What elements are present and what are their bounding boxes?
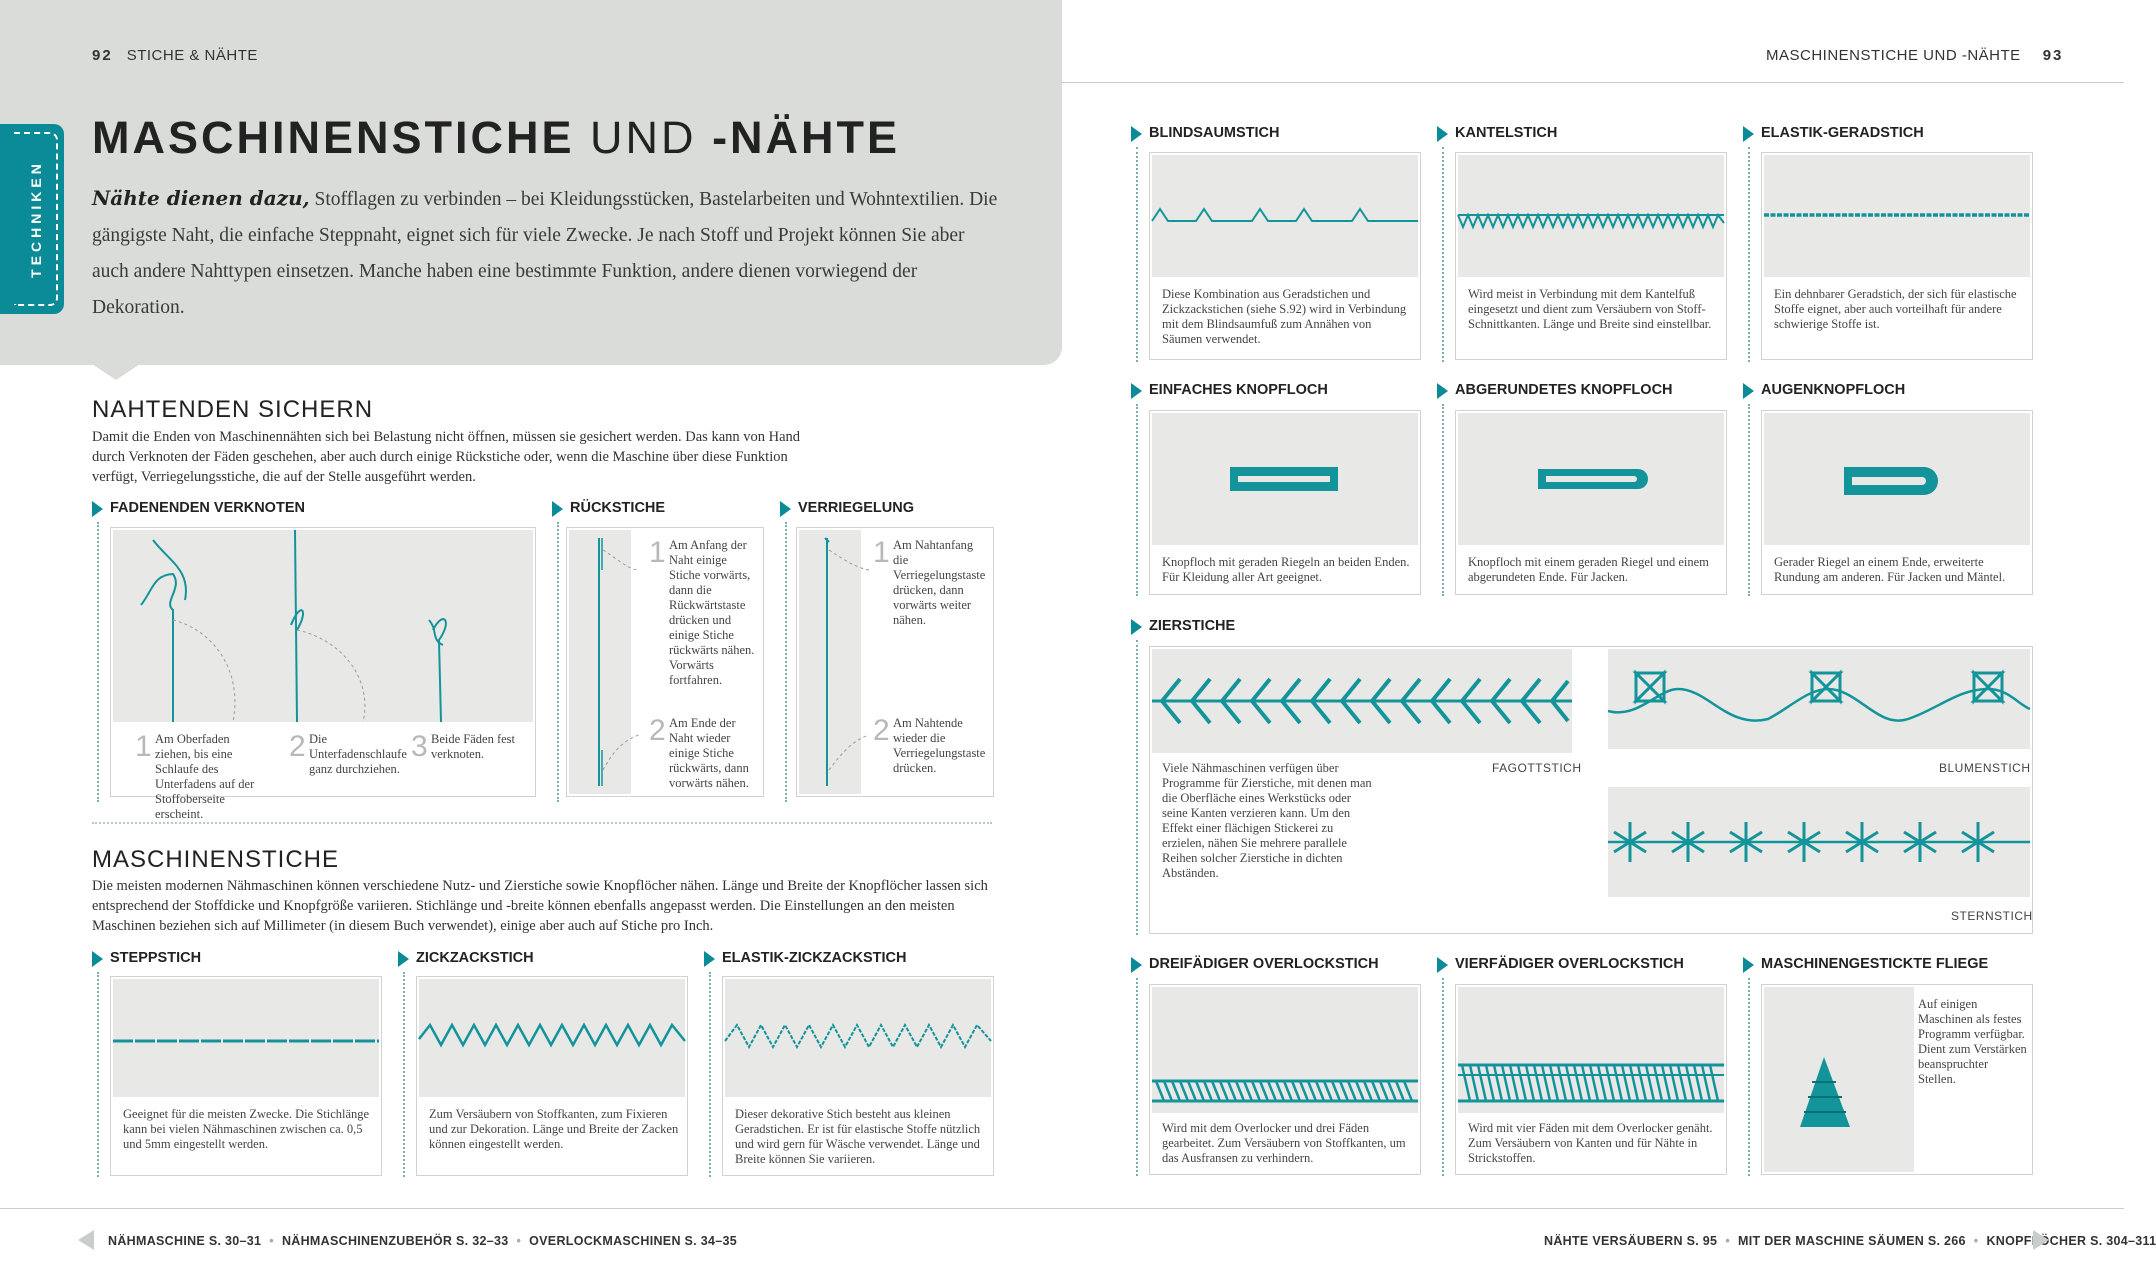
zierstiche-card [1149, 646, 2033, 934]
abgerundetes-knopfloch-text: Knopfloch mit einem geraden Riegel und einem abgerundeten Ende. Für Jacken. [1468, 555, 1709, 584]
verknoten-step-3-number: 3 [411, 730, 428, 763]
rueckstiche-photo [569, 530, 631, 794]
zickzackstich-photo [419, 979, 685, 1097]
kantelstich-label: KANTELSTICH [1437, 125, 1557, 141]
rueckstiche-step-1-number: 1 [649, 536, 666, 569]
verknoten-label: FADENENDEN VERKNOTEN [92, 500, 305, 516]
steppstich-text: Geeignet für die meisten Zwecke. Die Stichlänge kann bei vielen Nähmaschinen zwischen ca. 0,5 und 5mm eingestellt werden. [123, 1107, 370, 1151]
intro-text [92, 180, 1002, 326]
nahtenden-title: NAHTENDEN SICHERN [92, 396, 374, 423]
vierfaedig-text: Wird mit vier Fäden mit dem Overlocker genäht. Zum Versäubern von Kanten und für Nähte in Strickstoffen. [1468, 1121, 1713, 1165]
elastik-zickzack-card [722, 976, 994, 1176]
maschinenstiche-title: MASCHINENSTICHE [92, 846, 340, 873]
steppstich-card [110, 976, 382, 1176]
dreifaedig-photo [1152, 987, 1418, 1113]
footer-link-saeumen[interactable]: MIT DER MASCHINE SÄUMEN S. 266 [1738, 1234, 1966, 1248]
title-part-1: MASCHINENSTICHE [92, 112, 575, 163]
maschinenstiche-body: Die meisten modernen Nähmaschinen können verschiedene Nutz- und Zierstiche sowie Knopflöcher nähen. Länge und Breite der Knopflöcher lassen sich entsprechend der Stoffdicke und Knopfgröße variieren. Stichlänge und -breite können ebenfalls angepasst werden. Die Einstellungen an den meisten Maschinen beziehen sich auf Millimeter (in diesem Buch verwendet), einige aber auch auf Stiche pro Inch. [92, 878, 988, 934]
footer-link-zubehoer[interactable]: NÄHMASCHINENZUBEHÖR S. 32–33 [281, 1234, 509, 1248]
fliege-icon [1764, 987, 1914, 1172]
zickzackstich-text: Zum Versäubern von Stoffkanten, zum Fixieren und zur Dekoration. Länge und Breite der Zacken können eingestellt werden. [429, 1107, 679, 1151]
zickzackstich-icon [419, 979, 685, 1097]
elastik-zickzack-label: ELASTIK-ZICKZACKSTICH [704, 950, 906, 966]
dreifaedig-card [1149, 984, 1421, 1175]
abgerundetes-knopfloch-photo [1458, 413, 1724, 545]
left-page-number: 92 [92, 47, 113, 64]
kantelstich-card [1455, 152, 1727, 360]
nahtenden-body: Damit die Enden von Maschinennähten sich bei Belastung nicht öffnen, müssen sie gesichert werden. Das kann von Hand durch Verknoten der Fäden geschehen, aber auch durch einige Rückstiche oder, wenn die Maschine über diese Funktion verfügt, Verriegelungsstiche, die auf der Stelle ausgeführt werden. [92, 429, 801, 485]
footer-link-versaeubern[interactable]: NÄHTE VERSÄUBERN S. 95 [1544, 1234, 1718, 1248]
verriegelung-label: VERRIEGELUNG [780, 500, 914, 516]
abgerundetes-knopfloch-label: ABGERUNDETES KNOPFLOCH [1437, 382, 1673, 398]
blindsaumstich-label: BLINDSAUMSTICH [1131, 125, 1280, 141]
fagottstich-icon [1152, 649, 1572, 753]
abgerundetes-knopfloch-card [1455, 410, 1727, 595]
rueckstiche-step-1-text: Am Anfang der Naht einige Stiche vorwärts, dann die Rückwärtstaste drücken und einige Stiche rückwärts nähen. Vorwärts fortfahren. [669, 538, 755, 687]
intro-body: Stofflagen zu verbinden – bei Kleidungsstücken, Bastelarbeiten und Wohntextilien. Die gängigste Naht, die einfache Steppnaht, eignet sich für viele Zwecke. Je nach Stoff und Projekt können Sie aber auch andere Nahttypen einsetzen. Manche haben eine bestimmte Funktion, andere dienen vorwiegend der Dekoration. [92, 189, 998, 318]
kantelstich-text: Wird meist in Verbindung mit dem Kantelfuß eingesetzt und dient zum Versäubern von Stoff-Schnittkanten. Länge und Breite sind einstellbar. [1468, 287, 1712, 331]
augenknopfloch-card [1761, 410, 2033, 595]
einfaches-knopfloch-photo [1152, 413, 1418, 545]
verknoten-photo [113, 530, 533, 722]
blumenstich-label: BLUMENSTICH [1939, 761, 2031, 775]
footer-link-overlock[interactable]: OVERLOCKMASCHINEN S. 34–35 [529, 1234, 737, 1248]
verknoten-step-2-text: Die Unterfadenschlaufe ganz durchziehen. [309, 732, 407, 776]
abgerundetes-knopfloch-icon [1458, 413, 1724, 545]
fagottstich-label: FAGOTTSTICH [1492, 761, 1582, 775]
sternstich-icon [1608, 787, 2030, 897]
blumenstich-photo [1608, 649, 2030, 749]
sternstich-photo [1608, 787, 2030, 897]
blindsaumstich-text: Diese Kombination aus Geradstichen und Zickzackstichen (siehe S.92) wird in Verbindung mit dem Blindsaumfuß zum Annähen von Säumen verwendet. [1162, 287, 1407, 346]
verknoten-step-3-text: Beide Fäden fest verknoten. [431, 732, 516, 761]
rueckstiche-label: RÜCKSTICHE [552, 500, 665, 516]
side-tab-label: TECHNIKEN [28, 160, 44, 278]
intro-lead: Nähte dienen dazu, [92, 186, 310, 210]
blumenstich-icon [1608, 649, 2030, 749]
right-page-number: 93 [2042, 47, 2064, 64]
blindsaumstich-photo [1152, 155, 1418, 277]
verriegelung-card [796, 527, 994, 797]
sternstich-label: STERNSTICH [1951, 909, 2033, 923]
steppstich-label: STEPPSTICH [92, 950, 201, 966]
dreifaedig-icon [1152, 987, 1418, 1113]
left-header [92, 47, 258, 64]
elastik-zickzack-icon [725, 979, 991, 1097]
verriegelung-step-2-number: 2 [873, 714, 890, 747]
fagottstich-photo [1152, 649, 1572, 753]
elastik-geradstich-icon [1764, 155, 2030, 277]
left-header-section: STICHE & NÄHTE [126, 47, 258, 64]
elastik-geradstich-photo [1764, 155, 2030, 277]
fliege-label: MASCHINENGESTICKTE FLIEGE [1743, 956, 1988, 972]
rueckstiche-card [566, 527, 764, 797]
augenknopfloch-photo [1764, 413, 2030, 545]
blindsaumstich-icon [1152, 155, 1418, 277]
steppstich-photo [113, 979, 379, 1097]
augenknopfloch-icon [1764, 413, 2030, 545]
dreifaedig-text: Wird mit dem Overlocker und drei Fäden gearbeitet. Zum Versäubern von Stoffkanten, um das Ausfransen zu verhindern. [1162, 1121, 1406, 1165]
title-part-3: -NÄHTE [712, 112, 901, 163]
verknoten-step-2-number: 2 [289, 730, 306, 763]
vierfaedig-label: VIERFÄDIGER OVERLOCKSTICH [1437, 956, 1684, 972]
footer-left-links: NÄHMASCHINE S. 30–31 • NÄHMASCHINENZUBEHÖR S. 32–33 • OVERLOCKMASCHINEN S. 34–35 [108, 1234, 737, 1248]
title-part-2: UND [590, 112, 697, 163]
right-header [1766, 47, 2063, 64]
rueckstiche-thread-icon [569, 530, 631, 794]
einfaches-knopfloch-label: EINFACHES KNOPFLOCH [1131, 382, 1328, 398]
elastik-geradstich-label: ELASTIK-GERADSTICH [1743, 125, 1924, 141]
elastik-zickzack-text: Dieser dekorative Stich besteht aus kleinen Geradstichen. Er ist für elastische Stoffe nützlich und wird gern für Wäsche verwendet. Länge und Breite können Sie variieren. [735, 1107, 981, 1166]
vierfaedig-photo [1458, 987, 1724, 1113]
einfaches-knopfloch-text: Knopfloch mit geraden Riegeln an beiden Enden. Für Kleidung aller Art geeignet. [1162, 555, 1410, 584]
zickzackstich-label: ZICKZACKSTICH [398, 950, 534, 966]
zierstiche-label: ZIERSTICHE [1131, 618, 1235, 634]
einfaches-knopfloch-card [1149, 410, 1421, 595]
kantelstich-photo [1458, 155, 1724, 277]
einfaches-knopfloch-icon [1152, 413, 1418, 545]
zierstiche-text: Viele Nähmaschinen verfügen über Programme für Zierstiche, mit denen man die Oberfläche eines Werkstücks oder seine Kanten verzieren kann. Um den Effekt einer flächigen Stickerei zu erzielen, nähen Sie mehrere parallele Reihen solcher Zierstiche in dichten Abständen. [1162, 761, 1372, 880]
verriegelung-step-1-text: Am Nahtanfang die Verriegelungstaste drücken, dann vorwärts weiter nähen. [893, 538, 986, 627]
zickzackstich-card [416, 976, 688, 1176]
blindsaumstich-card [1149, 152, 1421, 360]
elastik-geradstich-text: Ein dehnbarer Geradstich, der sich für elastische Stoffe eignet, aber auch vorteilhaft für andere schwierige Stoffe ist. [1774, 287, 2017, 331]
prev-page-arrow-icon[interactable] [78, 1230, 94, 1250]
footer-link-knopfloecher[interactable]: KNOPFLÖCHER S. 304–311 [1986, 1234, 2156, 1248]
dreifaedig-label: DREIFÄDIGER OVERLOCKSTICH [1131, 956, 1379, 972]
elastik-zickzack-photo [725, 979, 991, 1097]
steppstich-icon [113, 979, 379, 1097]
intro-notch [92, 364, 140, 380]
kantelstich-icon [1458, 155, 1724, 277]
page-title [92, 112, 900, 164]
rueckstiche-step-2-number: 2 [649, 714, 666, 747]
verknoten-thread-icon [113, 530, 533, 722]
vierfaedig-icon [1458, 987, 1724, 1113]
fliege-text: Auf einigen Maschinen als festes Programm verfügbar. Dient zum Verstärken beanspruchter Stellen. [1918, 997, 2027, 1086]
vierfaedig-card [1455, 984, 1727, 1175]
next-page-arrow-icon[interactable] [2033, 1230, 2049, 1250]
footer-right-links: NÄHTE VERSÄUBERN S. 95 • MIT DER MASCHINE SÄUMEN S. 266 • KNOPFLÖCHER S. 304–311 [1544, 1234, 2156, 1248]
verriegelung-step-1-number: 1 [873, 536, 890, 569]
fliege-card [1761, 984, 2033, 1175]
verknoten-step-1-text: Am Oberfaden ziehen, bis eine Schlaufe des Unterfadens auf der Stoffoberseite erscheint. [155, 732, 255, 821]
footer-link-naehmaschine[interactable]: NÄHMASCHINE S. 30–31 [108, 1234, 262, 1248]
right-header-section: MASCHINENSTICHE UND -NÄHTE [1766, 47, 2021, 64]
elastik-geradstich-card [1761, 152, 2033, 360]
verriegelung-step-2-text: Am Nahtende wieder die Verriegelungstaste drücken. [893, 716, 986, 775]
augenknopfloch-text: Gerader Riegel an einem Ende, erweiterte Rundung am anderen. Für Jacken und Mäntel. [1774, 555, 2006, 584]
verriegelung-thread-icon [799, 530, 861, 794]
verknoten-card [110, 527, 536, 821]
augenknopfloch-label: AUGENKNOPFLOCH [1743, 382, 1905, 398]
rueckstiche-step-2-text: Am Ende der Naht wieder einige Stiche rückwärts, dann vorwärts nähen. [669, 716, 749, 790]
verriegelung-photo [799, 530, 861, 794]
verknoten-step-1-number: 1 [135, 730, 152, 763]
fliege-photo [1764, 987, 1914, 1172]
